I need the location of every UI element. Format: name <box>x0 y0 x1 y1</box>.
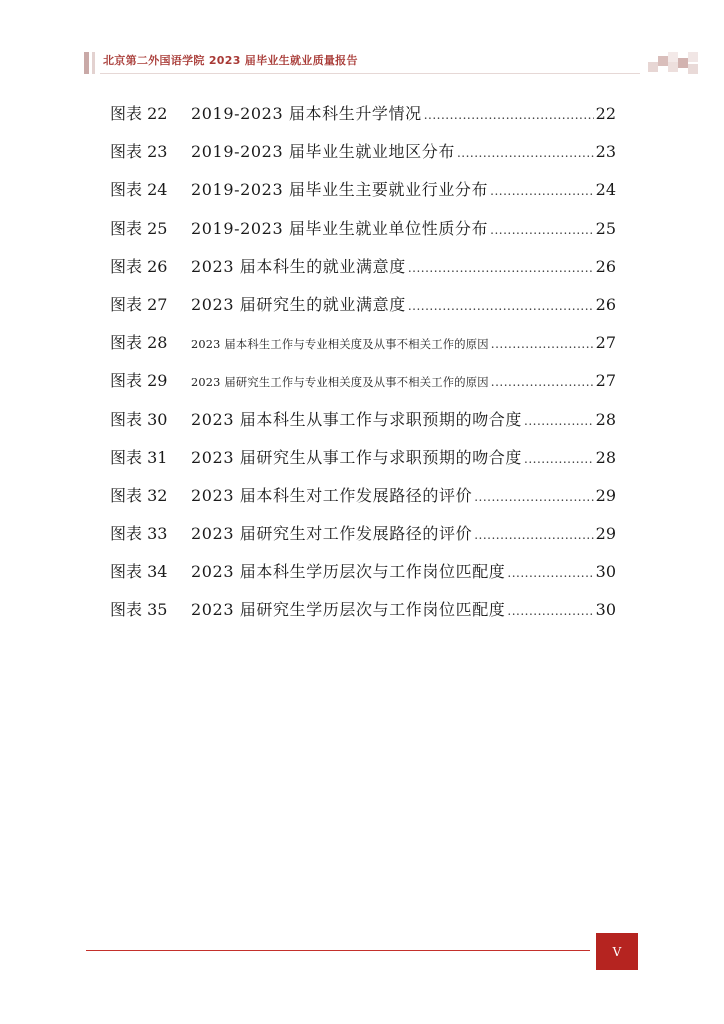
page-ref: 25 <box>595 218 616 238</box>
figure-label: 图表 30 <box>110 409 168 429</box>
figure-label: 图表 33 <box>110 524 168 544</box>
figure-label: 图表 22 <box>110 104 168 123</box>
figure-title: 2023 届研究生学历层次与工作岗位匹配度 <box>191 600 506 620</box>
dot-leader <box>424 102 594 128</box>
figure-label: 图表 28 <box>110 333 168 353</box>
figure-label: 图表 35 <box>110 600 168 620</box>
toc-entry[interactable] <box>110 407 616 445</box>
footer-divider <box>86 950 590 951</box>
page-ref: 22 <box>595 104 616 123</box>
dot-leader <box>507 560 593 586</box>
toc-entry[interactable] <box>110 597 616 635</box>
figure-title: 2023 届本科生从事工作与求职预期的吻合度 <box>191 409 523 429</box>
figure-title: 2023 届本科生对工作发展路径的评价 <box>191 485 473 505</box>
figure-title: 2023 届研究生从事工作与求职预期的吻合度 <box>191 447 523 467</box>
figure-title: 2023 届本科生学历层次与工作岗位匹配度 <box>191 562 506 582</box>
figure-title: 2019-2023 届毕业生就业地区分布 <box>191 142 455 162</box>
figure-title: 2019-2023 届毕业生主要就业行业分布 <box>191 180 489 200</box>
toc-entry[interactable] <box>110 139 616 177</box>
toc-entry[interactable] <box>110 368 616 406</box>
figure-label: 图表 27 <box>110 294 168 314</box>
page-ref: 27 <box>595 371 616 391</box>
figure-title: 2023 届研究生的就业满意度 <box>191 294 406 314</box>
dot-leader <box>457 140 594 166</box>
header-divider <box>100 73 640 74</box>
figure-title: 2023 届本科生工作与专业相关度及从事不相关工作的原因 <box>191 338 489 352</box>
figure-label: 图表 23 <box>110 142 168 162</box>
page-ref: 30 <box>595 562 616 582</box>
page-ref: 26 <box>595 256 616 276</box>
toc-entry[interactable] <box>110 521 616 559</box>
page-ref: 30 <box>595 600 616 620</box>
toc-entry[interactable] <box>110 292 616 330</box>
figure-title: 2023 届研究生工作与专业相关度及从事不相关工作的原因 <box>191 376 489 390</box>
page-number: V <box>612 944 622 959</box>
dot-leader <box>491 369 594 395</box>
dot-leader <box>408 255 594 281</box>
figure-label: 图表 34 <box>110 562 168 582</box>
dot-leader <box>490 178 594 204</box>
figure-title: 2023 届研究生对工作发展路径的评价 <box>191 524 473 544</box>
toc-entry[interactable] <box>110 559 616 597</box>
dot-leader <box>524 408 594 434</box>
header-accent-bar-light <box>92 52 95 74</box>
figure-label: 图表 26 <box>110 256 168 276</box>
page-ref: 23 <box>595 142 616 162</box>
toc-entry[interactable] <box>110 177 616 215</box>
figure-label: 图表 32 <box>110 485 168 505</box>
dot-leader <box>491 331 594 357</box>
figure-label: 图表 25 <box>110 218 168 238</box>
header-accent-bar <box>84 52 89 74</box>
report-header-title: 北京第二外国语学院 2023 届毕业生就业质量报告 <box>103 54 358 67</box>
figure-label: 图表 24 <box>110 180 168 200</box>
page-ref: 28 <box>595 447 616 467</box>
page-ref: 24 <box>595 180 616 200</box>
figure-list <box>110 101 616 636</box>
figure-title: 2019-2023 届本科生升学情况 <box>191 104 422 123</box>
toc-entry[interactable] <box>110 483 616 521</box>
figure-label: 图表 31 <box>110 447 168 467</box>
page-ref: 27 <box>595 333 616 353</box>
dot-leader <box>474 484 593 510</box>
page-ref: 29 <box>595 485 616 505</box>
figure-label: 图表 29 <box>110 371 168 391</box>
toc-entry[interactable] <box>110 254 616 292</box>
page-number-badge <box>596 933 638 970</box>
dot-leader <box>524 446 594 472</box>
page-ref: 28 <box>595 409 616 429</box>
toc-entry[interactable] <box>110 330 616 368</box>
figure-title: 2023 届本科生的就业满意度 <box>191 256 406 276</box>
dot-leader <box>474 522 593 548</box>
dot-leader <box>408 293 594 319</box>
dot-leader <box>507 598 593 624</box>
page-ref: 26 <box>595 294 616 314</box>
toc-entry[interactable] <box>110 445 616 483</box>
toc-entry[interactable] <box>110 101 616 139</box>
toc-entry[interactable] <box>110 216 616 254</box>
dot-leader <box>490 217 594 243</box>
page-ref: 29 <box>595 524 616 544</box>
figure-title: 2019-2023 届毕业生就业单位性质分布 <box>191 218 489 238</box>
